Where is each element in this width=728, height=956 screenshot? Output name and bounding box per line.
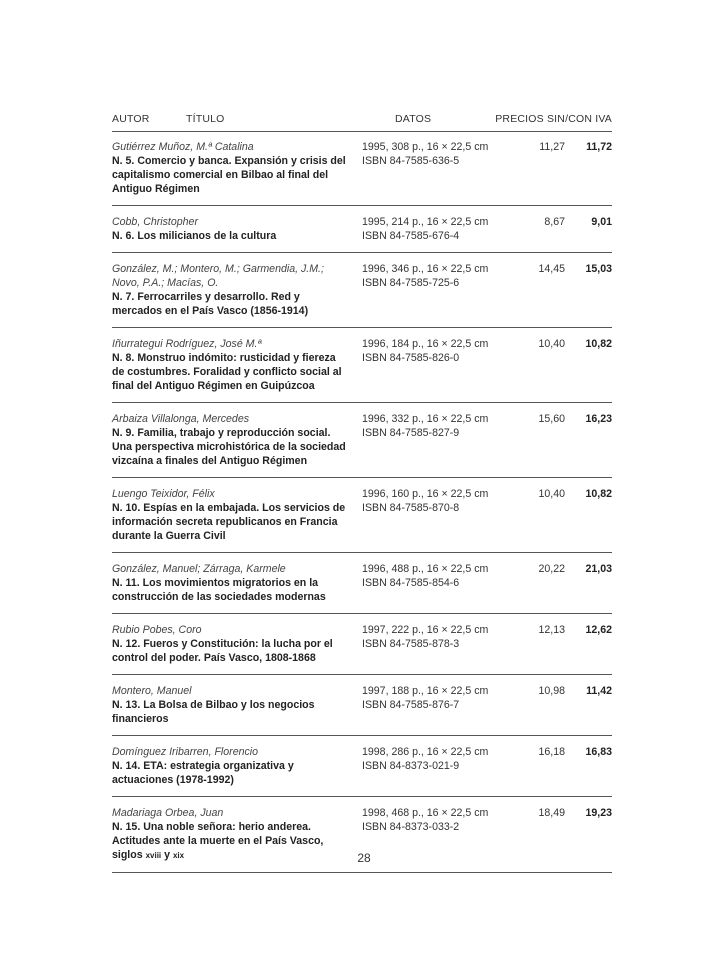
entry-author: Domínguez Iribarren, Florencio [112, 746, 259, 758]
entry-datos: 1995, 308 p., 16 × 22,5 cm [362, 141, 489, 153]
entry-price-con-iva: 16,83 [585, 746, 612, 758]
entry-datos: 1996, 184 p., 16 × 22,5 cm [362, 338, 489, 350]
entry-datos: 1995, 214 p., 16 × 22,5 cm [362, 216, 489, 228]
entry-isbn: ISBN 84-8373-021-9 [362, 760, 460, 772]
entry-isbn: ISBN 84-7585-878-3 [362, 638, 460, 650]
entry-isbn: ISBN 84-7585-676-4 [362, 230, 460, 242]
entry-price-con-iva: 15,03 [585, 263, 612, 275]
entry-price-con-iva: 9,01 [591, 216, 612, 228]
entry-isbn: ISBN 84-7585-636-5 [362, 155, 460, 167]
entry-price-sin-iva: 15,60 [538, 413, 565, 425]
entry-title: N. 15. Una noble señora: herio anderea. Actitudes ante la muerte en el País Vasco, siglos xviii y xix [112, 821, 324, 861]
entry-author: Rubio Pobes, Coro [112, 624, 202, 636]
entry-title: N. 13. La Bolsa de Bilbao y los negocios financieros [112, 699, 315, 725]
entry-price-sin-iva: 10,40 [538, 338, 565, 350]
catalog-entry [112, 337, 612, 403]
entry-datos: 1996, 488 p., 16 × 22,5 cm [362, 563, 489, 575]
catalog-entry [112, 562, 612, 614]
entry-price-sin-iva: 11,27 [539, 141, 565, 153]
entry-price-con-iva: 21,03 [585, 563, 612, 575]
catalog-entry [112, 487, 612, 553]
entry-price-con-iva: 10,82 [585, 338, 612, 350]
entry-datos: 1996, 346 p., 16 × 22,5 cm [362, 263, 489, 275]
entry-title: N. 8. Monstruo indómito: rusticidad y fiereza de costumbres. Foralidad y conflicto social al final del Antiguo Régimen en Guipúzcoa [112, 352, 342, 392]
entry-author: González, Manuel; Zárraga, Karmele [112, 563, 286, 575]
entry-author: Arbaiza Villalonga, Mercedes [112, 413, 250, 425]
entry-datos: 1998, 286 p., 16 × 22,5 cm [362, 746, 489, 758]
entry-title: N. 5. Comercio y banca. Expansión y crisis del capitalismo comercial en Bilbao al final del Antiguo Régimen [112, 155, 346, 195]
entry-price-sin-iva: 18,49 [538, 807, 565, 819]
entry-price-sin-iva: 16,18 [538, 746, 565, 758]
entry-price-con-iva: 19,23 [585, 807, 612, 819]
entry-author: Iñurrategui Rodríguez, José M.ª [112, 338, 262, 350]
entry-datos: 1997, 222 p., 16 × 22,5 cm [362, 624, 489, 636]
entry-price-sin-iva: 10,40 [538, 488, 565, 500]
entry-price-con-iva: 16,23 [585, 413, 612, 425]
entry-title: N. 10. Espías en la embajada. Los servicios de información secreta republicanos en Francia durante la Guerra Civil [112, 502, 346, 542]
header-rule [112, 131, 612, 132]
catalog-entry [112, 262, 612, 328]
entry-price-sin-iva: 12,13 [538, 624, 565, 636]
catalog-entry [112, 412, 612, 478]
entry-datos: 1998, 468 p., 16 × 22,5 cm [362, 807, 489, 819]
entry-author: Luengo Teixidor, Félix [112, 488, 215, 500]
entry-datos: 1996, 332 p., 16 × 22,5 cm [362, 413, 489, 425]
catalog-entry [112, 623, 612, 675]
entry-price-con-iva: 10,82 [585, 488, 612, 500]
entry-isbn: ISBN 84-7585-876-7 [362, 699, 460, 711]
entry-author: Cobb, Christopher [112, 216, 198, 228]
entry-isbn: ISBN 84-7585-870-8 [362, 502, 460, 514]
entry-price-sin-iva: 14,45 [538, 263, 565, 275]
entry-price-con-iva: 12,62 [585, 624, 612, 636]
entry-isbn: ISBN 84-7585-854-6 [362, 577, 460, 589]
header-titulo: TÍTULO [186, 113, 225, 125]
header-datos: DATOS [395, 113, 432, 125]
catalog-entry [112, 215, 612, 253]
entry-datos: 1997, 188 p., 16 × 22,5 cm [362, 685, 489, 697]
entry-price-sin-iva: 8,67 [544, 216, 565, 228]
entry-price-sin-iva: 20,22 [538, 563, 565, 575]
entry-author: Montero, Manuel [112, 685, 192, 697]
table-header [112, 113, 612, 127]
catalog-entry [112, 140, 612, 206]
entry-title: N. 11. Los movimientos migratorios en la construcción de las sociedades modernas [112, 577, 326, 603]
header-autor: AUTOR [112, 113, 150, 125]
entry-title: N. 12. Fueros y Constitución: la lucha por el control del poder. País Vasco, 1808-1868 [112, 638, 333, 664]
entry-isbn: ISBN 84-7585-826-0 [362, 352, 460, 364]
entry-author: Madariaga Orbea, Juan [112, 807, 224, 819]
entry-author: González, M.; Montero, M.; Garmendia, J.M.; Novo, P.A.; Macías, O. [112, 263, 324, 289]
entry-title: N. 7. Ferrocarriles y desarrollo. Red y mercados en el País Vasco (1856-1914) [112, 291, 309, 317]
entry-author: Gutiérrez Muñoz, M.ª Catalina [112, 141, 254, 153]
entry-datos: 1996, 160 p., 16 × 22,5 cm [362, 488, 489, 500]
entry-price-sin-iva: 10,98 [538, 685, 565, 697]
entry-price-con-iva: 11,42 [586, 685, 612, 697]
entry-isbn: ISBN 84-7585-725-6 [362, 277, 460, 289]
catalog-entry [112, 684, 612, 736]
entry-title: N. 14. ETA: estrategia organizativa y actuaciones (1978-1992) [112, 760, 294, 786]
page-number: 28 [357, 851, 371, 865]
entry-price-con-iva: 11,72 [586, 141, 612, 153]
entry-title: N. 9. Familia, trabajo y reproducción social. Una perspectiva microhistórica de la sociedad vizcaína a finales del Antiguo Régimen [112, 427, 346, 467]
entry-isbn: ISBN 84-8373-033-2 [362, 821, 460, 833]
entry-title: N. 6. Los milicianos de la cultura [112, 230, 277, 242]
catalog-entry [112, 745, 612, 797]
catalog-list [112, 140, 612, 882]
entry-isbn: ISBN 84-7585-827-9 [362, 427, 460, 439]
header-precios: PRECIOS SIN/CON IVA [495, 113, 612, 125]
